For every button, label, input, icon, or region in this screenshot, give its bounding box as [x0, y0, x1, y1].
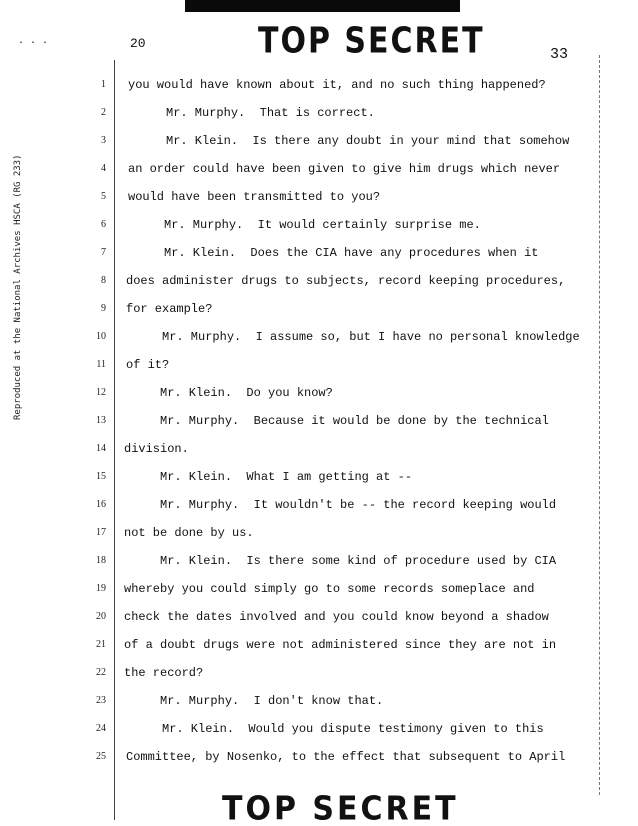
line-number: 7: [101, 247, 106, 258]
line-number: 18: [96, 555, 106, 566]
line-number: 25: [96, 751, 106, 762]
line-number: 17: [96, 527, 106, 538]
transcript-line: Mr. Murphy. I don't know that.: [124, 694, 384, 708]
scan-top-band: [185, 0, 460, 12]
line-number: 1: [101, 79, 106, 90]
header-page-number-right: 33: [550, 46, 569, 63]
archive-margin-stamp: Reproduced at the National Archives HSCA (RG 233): [13, 154, 23, 420]
line-number: 21: [96, 639, 106, 650]
transcript-line: the record?: [124, 666, 204, 680]
transcript-line: Mr. Murphy. It would certainly surprise me.: [128, 218, 481, 232]
line-number: 2: [101, 107, 106, 118]
line-number: 6: [101, 219, 106, 230]
transcript-line: Mr. Klein. Is there any doubt in your mind that somehow: [130, 134, 570, 148]
scan-dots-decoration: ···: [18, 38, 55, 49]
line-number: 11: [96, 359, 106, 370]
line-number: 23: [96, 695, 106, 706]
transcript-line: would have been transmitted to you?: [128, 190, 381, 204]
transcript-line: Mr. Klein. Is there some kind of procedure used by CIA: [124, 554, 557, 568]
transcript-line: you would have known about it, and no such thing happened?: [128, 78, 546, 92]
transcript-line: Mr. Klein. Does the CIA have any procedures when it: [128, 246, 539, 260]
line-number: 22: [96, 667, 106, 678]
transcript-line: for example?: [126, 302, 213, 316]
header-classification-stamp: TOP SECRET: [258, 20, 485, 62]
transcript-line: not be done by us.: [124, 526, 254, 540]
transcript-line: Mr. Murphy. It wouldn't be -- the record keeping would: [124, 498, 557, 512]
transcript-line: Mr. Murphy. Because it would be done by the technical: [124, 414, 549, 428]
transcript-line: Committee, by Nosenko, to the effect that subsequent to April: [126, 750, 566, 764]
line-number: 14: [96, 443, 106, 454]
line-number: 16: [96, 499, 106, 510]
transcript-line: does administer drugs to subjects, record keeping procedures,: [126, 274, 566, 288]
transcript-line: of it?: [126, 358, 170, 372]
transcript-line: of a doubt drugs were not administered since they are not in: [124, 638, 557, 652]
line-number: 13: [96, 415, 106, 426]
transcript-line: division.: [124, 442, 189, 456]
right-margin-rule: [599, 55, 600, 795]
line-number: 12: [96, 387, 106, 398]
line-number: 9: [101, 303, 106, 314]
transcript-line: Mr. Murphy. I assume so, but I have no personal knowledge: [126, 330, 580, 344]
line-number: 20: [96, 611, 106, 622]
footer-classification-stamp: TOP SECRET: [222, 790, 459, 826]
line-number: 8: [101, 275, 106, 286]
line-number: 10: [96, 331, 106, 342]
line-number: 5: [101, 191, 106, 202]
line-number: 19: [96, 583, 106, 594]
transcript-line: Mr. Klein. What I am getting at --: [124, 470, 413, 484]
transcript-line: whereby you could simply go to some records someplace and: [124, 582, 535, 596]
transcript-line: check the dates involved and you could know beyond a shadow: [124, 610, 549, 624]
line-number: 4: [101, 163, 106, 174]
line-number: 3: [101, 135, 106, 146]
transcript-line: Mr. Murphy. That is correct.: [130, 106, 375, 120]
left-margin-rule: [114, 60, 115, 820]
transcript-line: Mr. Klein. Would you dispute testimony given to this: [126, 722, 544, 736]
header-page-number-left: 20: [130, 36, 146, 51]
line-number: 15: [96, 471, 106, 482]
line-number: 24: [96, 723, 106, 734]
transcript-line: an order could have been given to give him drugs which never: [128, 162, 561, 176]
transcript-line: Mr. Klein. Do you know?: [124, 386, 333, 400]
